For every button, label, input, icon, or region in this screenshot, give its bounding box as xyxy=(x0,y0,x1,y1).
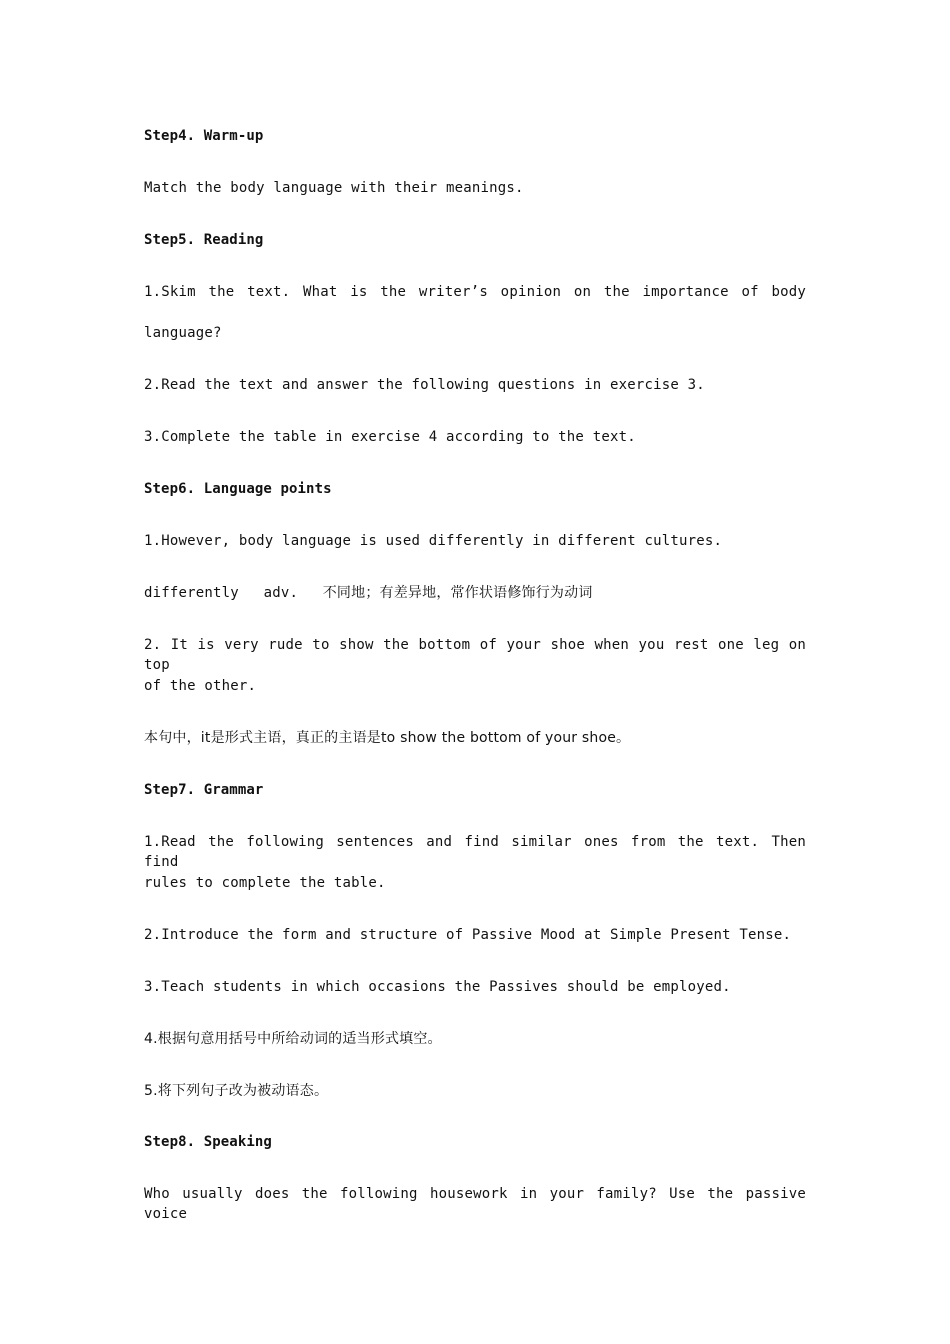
step7-item1-line2: rules to complete the table. xyxy=(144,875,386,891)
step6-note: 本句中，it是形式主语，真正的主语是to show the bottom of your shoe。 xyxy=(144,730,631,746)
step5-item1-line2: language? xyxy=(144,325,222,341)
step6-item2-line1: 2. It is very rude to show the bottom of your shoe when you rest one leg on top xyxy=(144,637,806,673)
step8-text-line1: Who usually does the following housework in your family? Use the passive voice xyxy=(144,1186,806,1222)
step4-text: Match the body language with their meanings. xyxy=(144,180,524,196)
step7-item5: 5.将下列句子改为被动语态。 xyxy=(144,1083,329,1099)
definition-word: differently xyxy=(144,585,239,601)
step6-item2-line2: of the other. xyxy=(144,678,257,694)
definition-part-of-speech: adv. xyxy=(263,585,299,601)
step5-heading: Step5. Reading xyxy=(144,232,264,248)
step7-item1-line1: 1.Read the following sentences and find similar ones from the text. Then find xyxy=(144,834,806,870)
step6-heading: Step6. Language points xyxy=(144,481,332,497)
step7-item3: 3.Teach students in which occasions the Passives should be employed. xyxy=(144,979,731,995)
step6-item1: 1.However, body language is used differently in different cultures. xyxy=(144,533,723,549)
step4-heading: Step4. Warm-up xyxy=(144,128,264,144)
step6-definition xyxy=(144,583,806,603)
step7-item2: 2.Introduce the form and structure of Passive Mood at Simple Present Tense. xyxy=(144,927,792,943)
step5-item1-line1: 1.Skim the text. What is the writer’s opinion on the importance of body xyxy=(144,284,806,300)
step7-heading: Step7. Grammar xyxy=(144,782,264,798)
step7-item4: 4.根据句意用括号中所给动词的适当形式填空。 xyxy=(144,1031,442,1047)
step5-item3: 3.Complete the table in exercise 4 according to the text. xyxy=(144,429,636,445)
step5-item2: 2.Read the text and answer the following questions in exercise 3. xyxy=(144,377,705,393)
definition-meaning: 不同地；有差异地，常作状语修饰行为动词 xyxy=(322,585,593,601)
step8-heading: Step8. Speaking xyxy=(144,1134,272,1150)
